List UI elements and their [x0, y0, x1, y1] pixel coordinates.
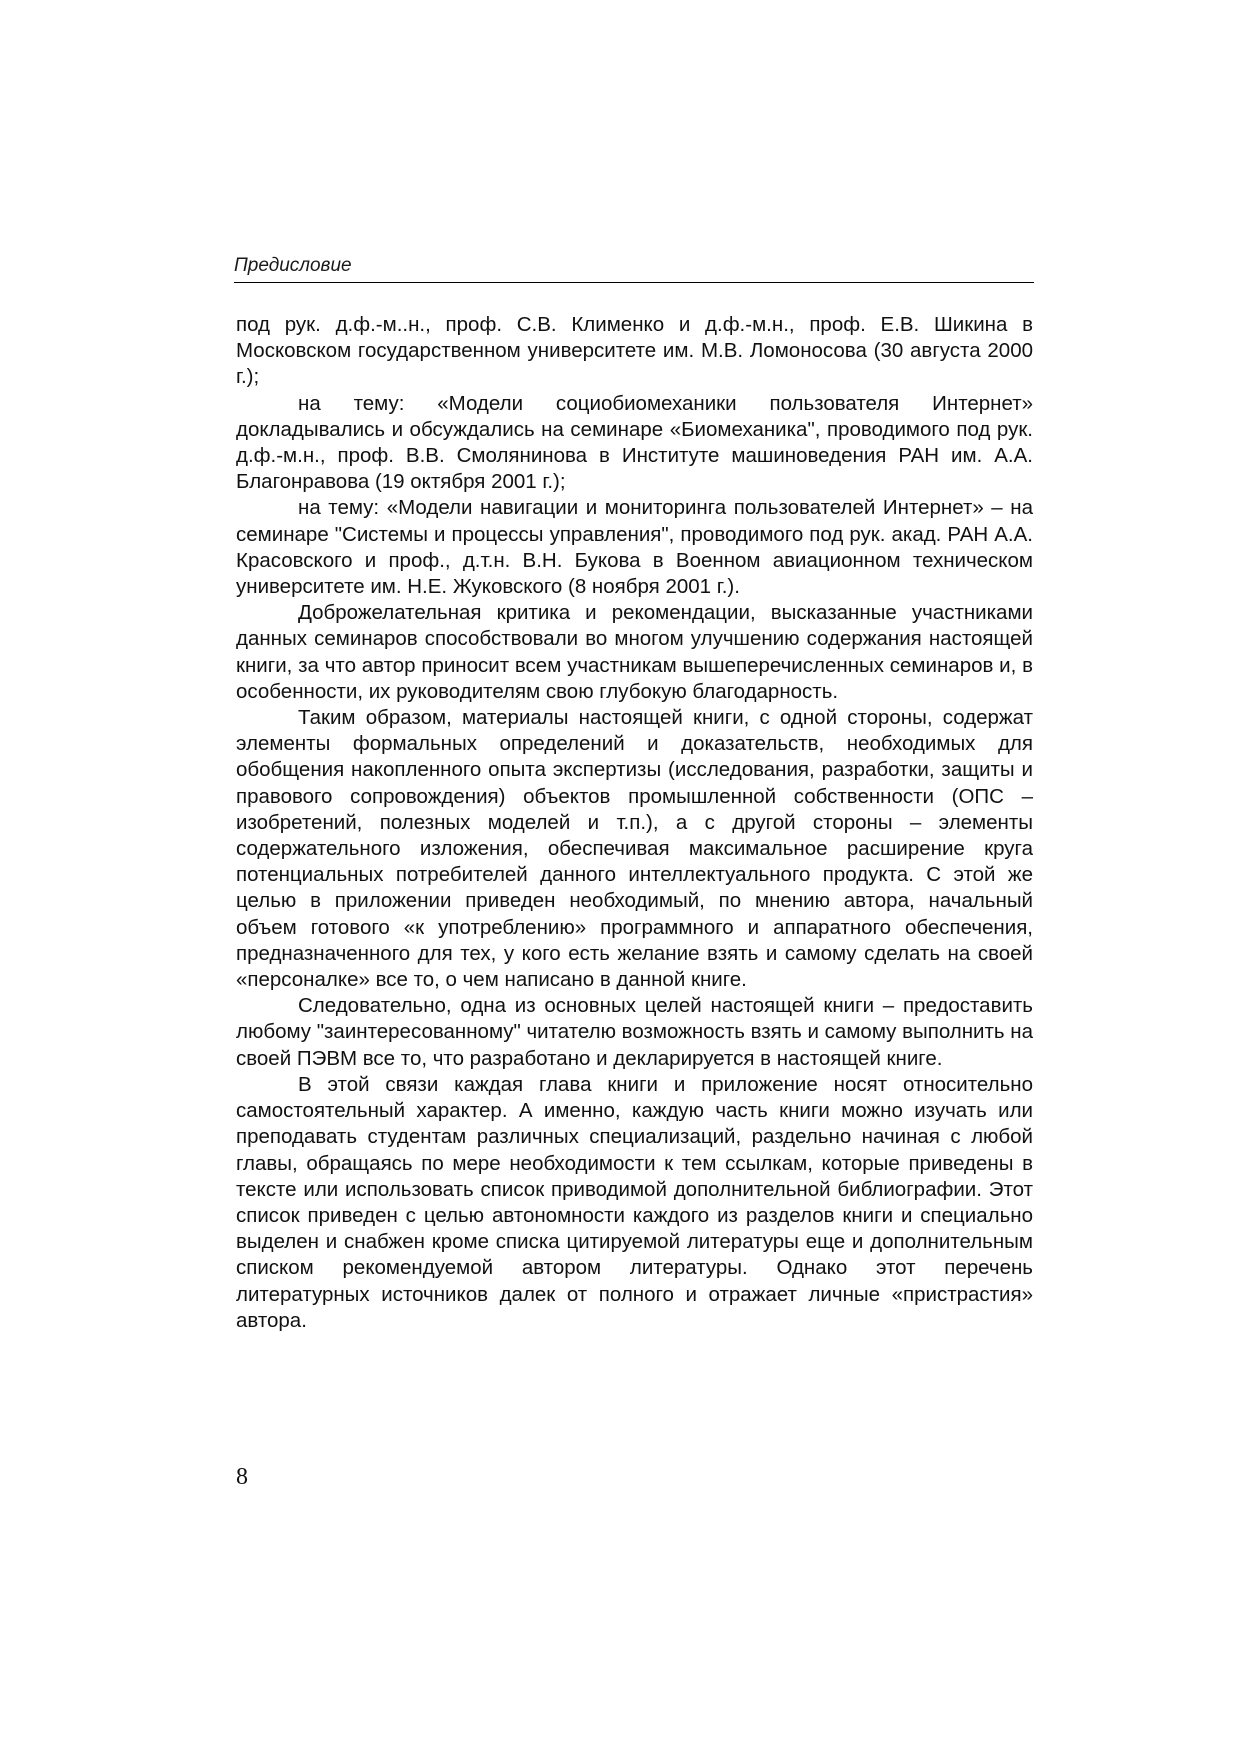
- running-header: [234, 252, 1034, 283]
- paragraph: Доброжелательная критика и рекомендации, высказанные участниками данных семинаров способствовали во многом улучшению содержания настоящей книги, за что автор приносит всем участникам вышеперечисленных семинаров и, в особенности, их руководителям свою глубокую благодарность.: [236, 601, 1033, 703]
- body-text: [236, 312, 1033, 1334]
- running-header-title: Предисловие: [234, 255, 352, 276]
- page-number: 8: [236, 1464, 248, 1490]
- paragraph: на тему: «Модели навигации и мониторинга пользователей Интернет» – на семинаре "Системы и процессы управления", проводимого под рук. акад. РАН А.А. Красовского и проф., д.т.н. В.Н. Букова в Военном авиационном техническом университете им. Н.Е. Жуковского (8 ноября 2001 г.).: [236, 496, 1033, 599]
- paragraph: В этой связи каждая глава книги и приложение носят относительно самостоятельный характер. А именно, каждую часть книги можно изучать или преподавать студентам различных специализаций, раздельно начиная с любой главы, обращаясь по мере необходимости к тем ссылкам, которые приведены в тексте или использовать список приводимой дополнительной библиографии. Этот список приведен с целью автономности каждого из разделов книги и специально выделен и снабжен кроме списка цитируемой литературы еще и дополнительным списком рекомендуемой автором литературы. Однако этот перечень литературных источников далек от полного и отражает личные «пристрастия» автора.: [236, 1072, 1033, 1332]
- paragraph: на тему: «Модели социобиомеханики пользователя Интернет» докладывались и обсуждались на семинаре «Биомеханика", проводимого под рук. д.ф.-м.н., проф. В.В. Смолянинова в Институте машиноведения РАН им. А.А. Благонравова (19 октября 2001 г.);: [236, 391, 1033, 494]
- paragraph: Таким образом, материалы настоящей книги, с одной стороны, содержат элементы формальных определений и доказательств, необходимых для обобщения накопленного опыта экспертизы (исследования, разработки, защиты и правового сопровождения) объектов промышленной собственности (ОПС – изобретений, полезных моделей и т.п.), а с другой стороны – элементы содержательного изложения, обеспечивая максимальное расширение круга потенциальных потребителей данного интеллектуального продукта. С этой же целью в приложении приведен необходимый, по мнению автора, начальный объем готового «к употреблению» программного и аппаратного обеспечения, предназначенного для тех, у кого есть желание взять и самому сделать на своей «персоналке» все то, о чем написано в данной книге.: [236, 706, 1033, 992]
- paragraph: Следовательно, одна из основных целей настоящей книги – предоставить любому "заинтересованному" читателю возможность взять и самому выполнить на своей ПЭВМ все то, что разработано и декларируется в настоящей книге.: [236, 994, 1033, 1070]
- paragraph: под рук. д.ф.-м..н., проф. С.В. Клименко и д.ф.-м.н., проф. Е.В. Шикина в Московском государственном университете им. М.В. Ломоносова (30 августа 2000 г.);: [236, 313, 1033, 389]
